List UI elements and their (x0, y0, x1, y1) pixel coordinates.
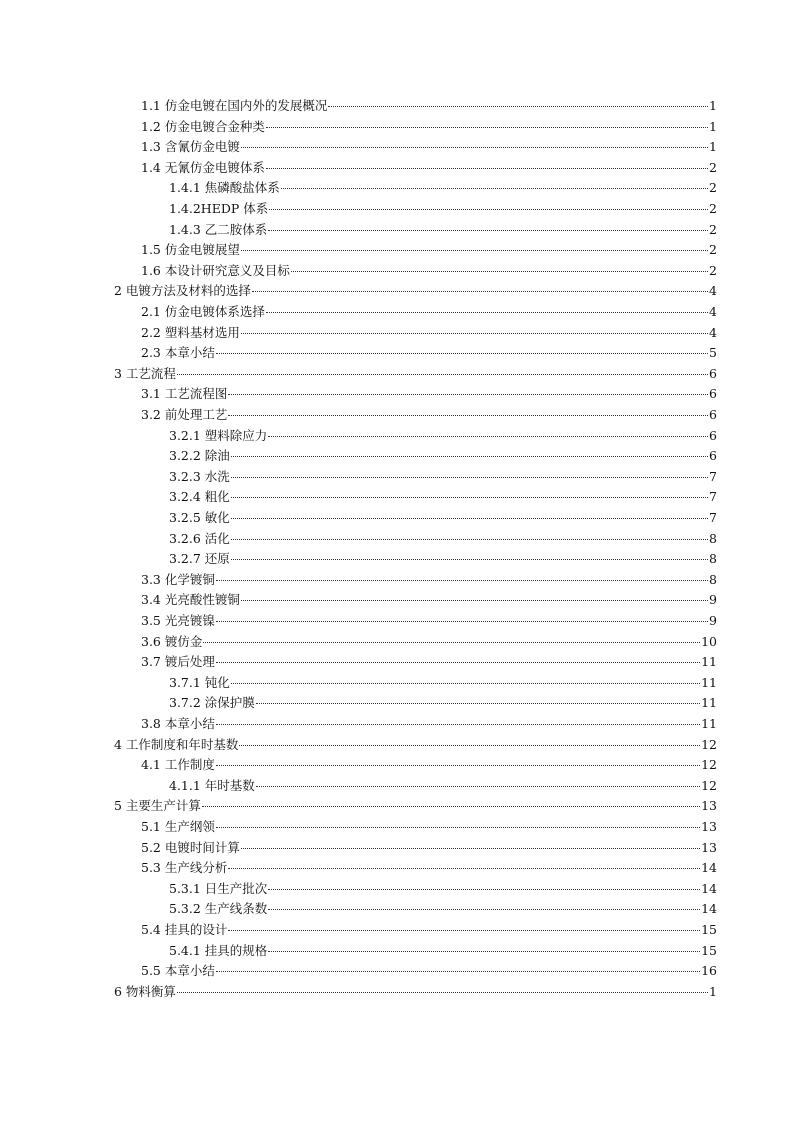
dot-leader (231, 518, 708, 519)
toc-entry-title: 1.4.3 乙二胺体系 (169, 221, 268, 237)
dot-leader (216, 765, 700, 766)
toc-entry-page-number: 12 (701, 757, 717, 773)
toc-entry-title: 3.7 镀后处理 (141, 654, 215, 670)
dot-leader (216, 724, 700, 725)
toc-entry-page-number: 4 (709, 324, 717, 340)
dot-leader (177, 374, 708, 375)
dot-leader (231, 559, 708, 560)
toc-entry-page-number: 16 (701, 963, 717, 979)
dot-leader (268, 951, 700, 952)
toc-entry-page-number: 6 (709, 407, 717, 422)
toc-entry[interactable] (169, 446, 717, 466)
toc-entry-page-number: 2 (709, 242, 717, 258)
dot-leader (177, 992, 708, 993)
dot-leader (268, 230, 708, 231)
toc-entry-title: 3.3 化学镀铜 (141, 571, 215, 587)
toc-entry-title: 6 物料衡算 (114, 983, 176, 999)
toc-entry-page-number: 13 (701, 798, 717, 814)
toc-entry-page-number: 12 (701, 777, 717, 793)
dot-leader (269, 209, 708, 210)
toc-entry-title: 2.3 本章小结 (141, 345, 215, 361)
toc-entry[interactable] (114, 982, 717, 1002)
toc-entry-title: 3.2.4 粗化 (169, 489, 230, 505)
toc-entry-title: 4.1 工作制度 (141, 757, 215, 773)
toc-entry-page-number: 14 (701, 860, 717, 876)
toc-entry-title: 5.3.1 日生产批次 (169, 880, 268, 896)
toc-entry-page-number: 8 (709, 551, 717, 567)
toc-entry-page-number: 14 (701, 880, 717, 896)
toc-entry-page-number: 14 (701, 901, 717, 917)
toc-entry[interactable] (141, 714, 717, 734)
toc-entry-title: 2 电镀方法及材料的选择 (114, 283, 251, 299)
dot-leader (241, 600, 708, 601)
toc-entry[interactable] (141, 858, 717, 878)
dot-leader (216, 353, 708, 354)
toc-entry-page-number: 2 (709, 180, 717, 196)
dot-leader (268, 909, 700, 910)
toc-entry[interactable] (141, 96, 717, 116)
toc-entry[interactable] (141, 117, 717, 137)
dot-leader (241, 250, 708, 251)
dot-leader (216, 662, 700, 663)
toc-entry-page-number: 8 (709, 530, 717, 546)
dot-leader (281, 188, 708, 189)
toc-entry-page-number: 11 (701, 716, 717, 731)
toc-entry-title: 2.1 仿金电镀体系选择 (141, 304, 265, 319)
toc-entry-page-number: 2 (709, 221, 717, 237)
toc-entry-title: 1.4 无氰仿金电镀体系 (141, 159, 265, 175)
dot-leader (202, 806, 700, 807)
toc-entry[interactable] (169, 776, 717, 796)
toc-entry-title: 5.4.1 挂具的规格 (169, 942, 268, 958)
dot-leader (256, 786, 700, 787)
toc-entry-page-number: 11 (701, 695, 717, 711)
dot-leader (231, 477, 708, 478)
toc-entry[interactable] (141, 384, 717, 404)
dot-leader (268, 436, 708, 437)
toc-entry[interactable] (141, 302, 717, 322)
toc-entry-page-number: 6 (709, 448, 717, 464)
dot-leader (239, 745, 700, 746)
toc-entry-page-number: 4 (709, 304, 717, 319)
toc-entry[interactable] (114, 364, 717, 384)
dot-leader (216, 580, 708, 581)
toc-entry-page-number: 1 (709, 983, 717, 999)
toc-entry[interactable] (141, 817, 717, 837)
toc-entry-page-number: 12 (701, 736, 717, 752)
toc-entry-title: 5.2 电镀时间计算 (141, 839, 240, 855)
toc-entry-title: 1.1 仿金电镀在国内外的发展概况 (141, 98, 328, 113)
dot-leader (256, 703, 700, 704)
dot-leader (328, 106, 708, 107)
toc-entry-title: 3.2.2 除油 (169, 448, 230, 464)
toc-entry-title: 1.3 含氰仿金电镀 (141, 139, 240, 155)
toc-entry[interactable] (141, 240, 717, 260)
toc-entry-page-number: 2 (709, 159, 717, 175)
dot-leader (266, 127, 708, 128)
toc-entry[interactable] (141, 343, 717, 363)
toc-entry-title: 4.1.1 年时基数 (169, 777, 255, 793)
toc-entry-page-number: 13 (701, 819, 717, 834)
dot-leader (241, 848, 700, 849)
toc-entry[interactable] (141, 611, 717, 631)
toc-entry[interactable] (169, 693, 717, 713)
dot-leader (231, 683, 700, 684)
toc-entry-title: 1.4.1 焦磷酸盐体系 (169, 180, 280, 196)
toc-entry[interactable] (141, 590, 717, 610)
toc-entry-page-number: 8 (709, 571, 717, 587)
toc-entry[interactable] (141, 137, 717, 157)
dot-leader (266, 168, 708, 169)
toc-entry[interactable] (169, 879, 717, 899)
toc-entry[interactable] (169, 220, 717, 240)
toc-entry[interactable] (169, 508, 717, 528)
toc-entry-title: 3.2 前处理工艺 (141, 407, 228, 422)
toc-entry[interactable] (169, 899, 717, 919)
toc-entry[interactable] (141, 838, 717, 858)
toc-entry-title: 3.2.7 还原 (169, 551, 230, 567)
toc-entry-title: 5.3 生产线分析 (141, 860, 228, 876)
toc-entry-title: 3.2.6 活化 (169, 530, 230, 546)
toc-entry[interactable] (141, 652, 717, 672)
toc-entry[interactable] (141, 632, 717, 652)
toc-entry-title: 1.6 本设计研究意义及目标 (141, 262, 290, 278)
toc-entry-title: 3.1 工艺流程图 (141, 386, 228, 402)
toc-entry-page-number: 15 (701, 922, 717, 937)
dot-leader (268, 889, 700, 890)
toc-entry[interactable] (141, 570, 717, 590)
toc-entry[interactable] (141, 158, 717, 178)
toc-entry-page-number: 1 (709, 118, 717, 134)
dot-leader (216, 827, 700, 828)
toc-entry[interactable] (114, 735, 717, 755)
dot-leader (216, 621, 708, 622)
toc-entry-page-number: 2 (709, 201, 717, 216)
toc-entry[interactable] (114, 796, 717, 816)
dot-leader (231, 497, 708, 498)
toc-entry-title: 5.4 挂具的设计 (141, 922, 228, 937)
dot-leader (231, 456, 708, 457)
toc-entry-page-number: 1 (709, 98, 717, 113)
toc-entry-page-number: 4 (709, 283, 717, 299)
toc-entry[interactable] (169, 467, 717, 487)
toc-entry[interactable] (141, 261, 717, 281)
toc-entry-page-number: 6 (709, 365, 717, 381)
toc-entry-page-number: 9 (709, 613, 717, 628)
toc-entry-title: 2.2 塑料基材选用 (141, 324, 240, 340)
dot-leader (228, 394, 708, 395)
toc-entry-title: 5.5 本章小结 (141, 963, 215, 979)
dot-leader (216, 971, 700, 972)
toc-entry-title: 3 工艺流程 (114, 365, 176, 381)
toc-entry-page-number: 10 (701, 633, 717, 649)
dot-leader (241, 333, 708, 334)
toc-entry-page-number: 7 (709, 489, 717, 505)
toc-entry-title: 4 工作制度和年时基数 (114, 736, 239, 752)
toc-entry-title: 1.2 仿金电镀合金种类 (141, 118, 265, 134)
toc-entry-title: 3.6 镀仿金 (141, 633, 203, 649)
toc-entry-page-number: 6 (709, 386, 717, 402)
toc-entry-page-number: 7 (709, 510, 717, 525)
dot-leader (228, 930, 700, 931)
toc-entry[interactable] (169, 178, 717, 198)
toc-entry-title: 3.7.2 涂保护膜 (169, 695, 255, 711)
toc-entry-page-number: 13 (701, 839, 717, 855)
dot-leader (228, 868, 700, 869)
dot-leader (228, 415, 708, 416)
toc-entry-title: 3.4 光亮酸性镀铜 (141, 592, 240, 608)
toc-entry-page-number: 5 (709, 345, 717, 361)
toc-entry-page-number: 1 (709, 139, 717, 155)
toc-entry-title: 3.2.5 敏化 (169, 510, 230, 525)
toc-entry-title: 1.5 仿金电镀展望 (141, 242, 240, 258)
toc-entry[interactable] (141, 323, 717, 343)
toc-entry-page-number: 11 (701, 654, 717, 670)
toc-entry[interactable] (169, 487, 717, 507)
toc-entry[interactable] (141, 405, 717, 425)
toc-entry-title: 3.2.3 水洗 (169, 468, 230, 484)
toc-entry[interactable] (169, 426, 717, 446)
dot-leader (241, 147, 708, 148)
toc-entry-page-number: 9 (709, 592, 717, 608)
dot-leader (231, 539, 708, 540)
toc-entry-page-number: 2 (709, 262, 717, 278)
toc-entry-title: 5 主要生产计算 (114, 798, 201, 814)
toc-entry-page-number: 15 (701, 942, 717, 958)
toc-entry-title: 3.8 本章小结 (141, 716, 215, 731)
toc-entry-title: 5.3.2 生产线条数 (169, 901, 268, 917)
toc-entry-page-number: 11 (701, 674, 717, 690)
toc-entry[interactable] (169, 673, 717, 693)
toc-entry-page-number: 6 (709, 427, 717, 443)
dot-leader (291, 271, 708, 272)
toc-entry[interactable] (114, 281, 717, 301)
toc-entry[interactable] (169, 529, 717, 549)
toc-entry[interactable] (169, 549, 717, 569)
toc-entry-title: 3.7.1 钝化 (169, 674, 230, 690)
dot-leader (252, 291, 708, 292)
toc-entry-title: 3.2.1 塑料除应力 (169, 427, 268, 443)
toc-entry[interactable] (169, 199, 717, 219)
toc-entry-title: 5.1 生产纲领 (141, 819, 215, 834)
toc-entry-title: 3.5 光亮镀镍 (141, 613, 215, 628)
toc-entry[interactable] (141, 755, 717, 775)
dot-leader (203, 642, 700, 643)
dot-leader (266, 312, 708, 313)
toc-entry[interactable] (169, 941, 717, 961)
toc-entry[interactable] (141, 961, 717, 981)
toc-entry-page-number: 7 (709, 468, 717, 484)
toc-entry[interactable] (141, 920, 717, 940)
toc-entry-title: 1.4.2HEDP 体系 (169, 201, 269, 216)
